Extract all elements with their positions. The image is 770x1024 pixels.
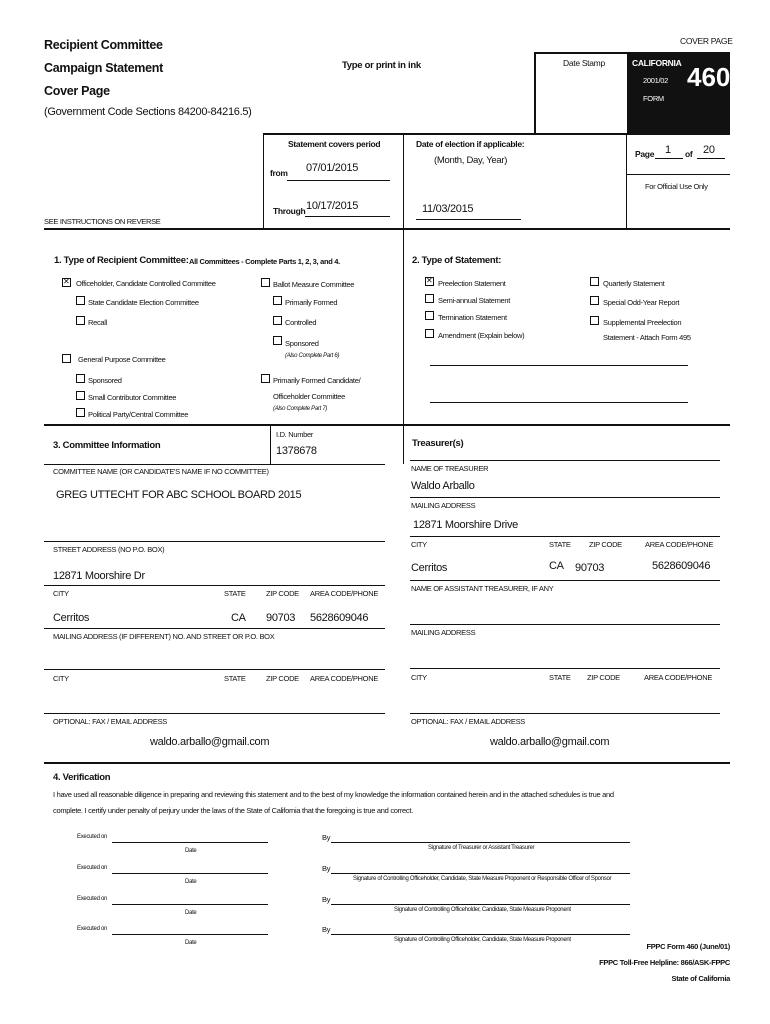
state-label: STATE — [224, 589, 246, 598]
through-value: 10/17/2015 — [306, 200, 359, 212]
email-value[interactable]: waldo.arballo@gmail.com — [150, 736, 270, 748]
treasurer-name-rule — [410, 460, 720, 461]
election-value: 11/03/2015 — [422, 203, 474, 215]
section4-title: 4. Verification — [53, 772, 111, 783]
controlled-label: Controlled — [285, 318, 317, 327]
assistant-rule — [410, 580, 720, 581]
by-label-3: By — [322, 895, 331, 904]
treasurer-phone-label: AREA CODE/PHONE — [645, 540, 714, 549]
treasurer-zip-value[interactable]: 90703 — [575, 562, 605, 574]
date-label-1: Date — [185, 848, 197, 854]
also-part6-note: (Also Complete Part 6) — [285, 353, 340, 359]
mailing-city-rule — [44, 669, 385, 670]
id-number-value: 1378678 — [276, 445, 317, 457]
supplemental-label: Supplemental Preelection — [603, 318, 682, 327]
zip-label: ZIP CODE — [266, 589, 299, 598]
treasurer-optional-label: OPTIONAL: FAX / EMAIL ADDRESS — [411, 717, 525, 726]
form-label: FORM — [643, 94, 664, 103]
header-mid-rule — [263, 133, 730, 135]
page-number: 1 — [665, 144, 671, 156]
asst-phone-label: AREA CODE/PHONE — [644, 673, 713, 682]
form-state: CALIFORNIA — [632, 58, 682, 68]
amendment-label: Amendment (Explain below) — [438, 331, 525, 340]
by-label-2: By — [322, 864, 331, 873]
treasurer-city-rule — [410, 536, 720, 537]
officeholder-committee-label: Officeholder Committee — [273, 392, 346, 401]
mailing-zip-label: ZIP CODE — [266, 674, 299, 683]
signature-caption-3: Signature of Controlling Officeholder, Candidate, State Measure Proponent — [394, 907, 571, 913]
mailing-state-label: STATE — [224, 674, 246, 683]
official-use-rule — [627, 174, 730, 175]
small-contributor-checkbox[interactable] — [76, 391, 85, 400]
from-line — [287, 180, 390, 181]
period-box-left-border — [263, 133, 264, 228]
treasurer-title: Treasurer(s) — [412, 438, 464, 449]
executed-date-line-2[interactable] — [112, 873, 268, 874]
executed-on-label-3: Executed on — [77, 896, 108, 902]
amendment-explain-line-2[interactable] — [430, 402, 688, 403]
zip-value[interactable]: 90703 — [266, 612, 296, 624]
special-odd-checkbox[interactable] — [590, 296, 599, 305]
phone-value[interactable]: 5628609046 — [310, 612, 369, 624]
controlled-checkbox[interactable] — [273, 316, 282, 325]
form-year: 2001/02 — [643, 76, 669, 85]
page-number-line — [655, 158, 683, 159]
general-purpose-label: General Purpose Committee — [78, 355, 166, 364]
mailing-rule — [44, 628, 385, 629]
treasurer-name-label: NAME OF TREASURER — [411, 464, 489, 473]
id-box-right-border — [403, 424, 404, 464]
treasurer-mailing-rule — [410, 497, 720, 498]
period-label: Statement covers period — [288, 139, 381, 149]
by-label-4: By — [322, 925, 331, 934]
recall-checkbox[interactable] — [76, 316, 85, 325]
see-instructions: SEE INSTRUCTIONS ON REVERSE — [44, 217, 161, 226]
date-stamp-left-border — [534, 52, 536, 133]
assistant-label: NAME OF ASSISTANT TREASURER, IF ANY — [411, 584, 554, 593]
special-odd-label: Special Odd-Year Report — [603, 298, 680, 307]
sponsored-bm-checkbox[interactable] — [273, 336, 282, 345]
sponsored-bm-label: Sponsored — [285, 339, 319, 348]
primarily-formed-label: Primarily Formed — [285, 298, 338, 307]
signature-caption-4: Signature of Controlling Officeholder, Candidate, State Measure Proponent — [394, 937, 571, 943]
executed-date-line-4[interactable] — [112, 934, 268, 935]
optional-label: OPTIONAL: FAX / EMAIL ADDRESS — [53, 717, 167, 726]
asst-mailing-rule — [410, 624, 720, 625]
treasurer-zip-label: ZIP CODE — [589, 540, 622, 549]
footer-state: State of California — [671, 974, 730, 983]
optional-rule — [44, 713, 385, 714]
form-title-line2: Campaign Statement — [44, 61, 163, 75]
amendment-explain-line-1[interactable] — [430, 365, 688, 366]
id-number-label: I.D. Number — [276, 430, 314, 439]
treasurer-city-value[interactable]: Cerritos — [411, 562, 448, 574]
signature-caption-1: Signature of Treasurer or Assistant Treasurer — [428, 845, 535, 851]
attach-495-label: Statement - Attach Form 495 — [603, 333, 691, 342]
street-label: STREET ADDRESS (NO P.O. BOX) — [53, 545, 165, 554]
treasurer-mailing-label: MAILING ADDRESS — [411, 501, 476, 510]
preelection-label: Preelection Statement — [438, 279, 506, 288]
through-label: Through — [273, 206, 306, 216]
election-line — [416, 219, 521, 220]
recall-label: Recall — [88, 318, 108, 327]
street-rule — [44, 541, 385, 542]
mailing-label: MAILING ADDRESS (IF DIFFERENT) NO. AND STREET OR P.O. BOX — [53, 632, 275, 641]
ballot-measure-checkbox[interactable] — [261, 278, 270, 287]
section4-top-rule — [44, 762, 730, 764]
state-candidate-checkbox[interactable] — [76, 296, 85, 305]
amendment-checkbox[interactable] — [425, 329, 434, 338]
type-or-print-note: Type or print in ink — [342, 60, 421, 71]
executed-date-line-1[interactable] — [112, 842, 268, 843]
verification-text-1: I have used all reasonable diligence in preparing and reviewing this statement and to the best of my knowledge the information contained herein and in the attached schedules is true and — [53, 790, 614, 799]
section1-subtitle: All Committees - Complete Parts 1, 2, 3, and 4. — [189, 257, 340, 266]
form-title-line1: Recipient Committee — [44, 38, 163, 52]
asst-state-label: STATE — [549, 673, 571, 682]
of-label: of — [685, 149, 693, 159]
committee-name-rule — [44, 464, 385, 465]
treasurer-phone-value[interactable]: 5628609046 — [652, 560, 711, 572]
treasurer-email-value[interactable]: waldo.arballo@gmail.com — [490, 736, 610, 748]
ballot-measure-label: Ballot Measure Committee — [273, 280, 355, 289]
section3-top-rule — [44, 424, 730, 426]
small-contributor-label: Small Contributor Committee — [88, 393, 177, 402]
asst-city-label: CITY — [411, 673, 427, 682]
page-box-left-border — [626, 133, 627, 228]
executed-on-label-1: Executed on — [77, 834, 108, 840]
quarterly-label: Quarterly Statement — [603, 279, 665, 288]
semiannual-label: Semi-annual Statement — [438, 296, 511, 305]
from-label: from — [270, 168, 288, 178]
treasurer-city-label: CITY — [411, 540, 427, 549]
political-party-label: Political Party/Central Committee — [88, 410, 189, 419]
form-title-line3: Cover Page — [44, 84, 110, 98]
page-total-line — [697, 158, 725, 159]
page-total: 20 — [703, 144, 715, 156]
signature-line-1[interactable] — [331, 842, 630, 843]
code-sections: (Government Code Sections 84200-84216.5) — [44, 106, 252, 118]
city-label: CITY — [53, 589, 69, 598]
asst-city-rule — [410, 668, 720, 669]
treasurer-mailing-value[interactable]: 12871 Moorshire Drive — [413, 519, 518, 531]
primarily-formed-candidate-checkbox[interactable] — [261, 374, 270, 383]
section1-top-rule — [44, 228, 730, 230]
from-value: 07/01/2015 — [306, 162, 359, 174]
also-part7-note: (Also Complete Part 7) — [273, 406, 328, 412]
date-stamp-label: Date Stamp — [563, 58, 605, 68]
primarily-formed-candidate-label: Primarily Formed Candidate/ — [273, 376, 361, 385]
political-party-checkbox[interactable] — [76, 408, 85, 417]
primarily-formed-checkbox[interactable] — [273, 296, 282, 305]
executed-date-line-3[interactable] — [112, 904, 268, 905]
city-value[interactable]: Cerritos — [53, 612, 90, 624]
executed-on-label-2: Executed on — [77, 865, 108, 871]
street-value[interactable]: 12871 Moorshire Dr — [53, 570, 145, 582]
state-candidate-label: State Candidate Election Committee — [88, 298, 199, 307]
officeholder-label: Officeholder, Candidate Controlled Committee — [76, 279, 216, 288]
executed-on-label-4: Executed on — [77, 926, 108, 932]
signature-line-2[interactable] — [331, 873, 630, 874]
semiannual-checkbox[interactable] — [425, 294, 434, 303]
form-number: 460 — [687, 62, 731, 92]
page-label: Page — [635, 149, 655, 159]
general-purpose-checkbox[interactable] — [62, 354, 71, 363]
mailing-city-label: CITY — [53, 674, 69, 683]
mailing-phone-label: AREA CODE/PHONE — [310, 674, 379, 683]
asst-mailing-label: MAILING ADDRESS — [411, 628, 476, 637]
treasurer-name-value[interactable]: Waldo Arballo — [411, 480, 475, 492]
sponsored-gp-checkbox[interactable] — [76, 374, 85, 383]
termination-checkbox[interactable] — [425, 311, 434, 320]
section3-title: 3. Committee Information — [53, 440, 161, 451]
date-label-2: Date — [185, 879, 197, 885]
election-label: Date of election if applicable: — [416, 139, 525, 149]
treasurer-state-value[interactable]: CA — [549, 560, 564, 572]
cover-page-label: COVER PAGE — [680, 36, 733, 46]
election-format: (Month, Day, Year) — [434, 155, 508, 166]
signature-caption-2: Signature of Controlling Officeholder, Candidate, State Measure Proponent or Responsible Officer of Sponsor — [353, 876, 612, 882]
verification-text-2: complete. I certify under penalty of perjury under the laws of the State of California that the foregoing is true and correct. — [53, 806, 413, 815]
committee-name-value[interactable]: GREG UTTECHT FOR ABC SCHOOL BOARD 2015 — [56, 489, 302, 501]
state-value[interactable]: CA — [231, 612, 246, 624]
form-number-box — [627, 52, 730, 133]
preelection-checkbox[interactable] — [425, 277, 434, 286]
quarterly-checkbox[interactable] — [590, 277, 599, 286]
section1-title: 1. Type of Recipient Committee: — [54, 255, 189, 266]
signature-line-3[interactable] — [331, 904, 630, 905]
treasurer-optional-rule — [410, 713, 720, 714]
section2-title: 2. Type of Statement: — [412, 255, 502, 266]
signature-line-4[interactable] — [331, 934, 630, 935]
official-use-label: For Official Use Only — [645, 182, 708, 191]
id-box-left-border — [270, 424, 271, 464]
footer-form-ref: FPPC Form 460 (June/01) — [646, 942, 730, 951]
phone-label: AREA CODE/PHONE — [310, 589, 379, 598]
period-election-divider — [403, 133, 404, 228]
committee-name-label: COMMITTEE NAME (OR CANDIDATE'S NAME IF NO COMMITTEE) — [53, 467, 269, 476]
by-label-1: By — [322, 833, 331, 842]
date-label-4: Date — [185, 940, 197, 946]
through-line — [305, 216, 390, 217]
footer-helpline: FPPC Toll-Free Helpline: 866/ASK-FPPC — [599, 958, 730, 967]
asst-zip-label: ZIP CODE — [587, 673, 620, 682]
supplemental-checkbox[interactable] — [590, 316, 599, 325]
officeholder-checkbox[interactable] — [62, 278, 71, 287]
section1-2-divider — [403, 228, 404, 424]
treasurer-state-label: STATE — [549, 540, 571, 549]
sponsored-gp-label: Sponsored — [88, 376, 122, 385]
city-rule — [44, 585, 385, 586]
termination-label: Termination Statement — [438, 313, 507, 322]
date-label-3: Date — [185, 910, 197, 916]
